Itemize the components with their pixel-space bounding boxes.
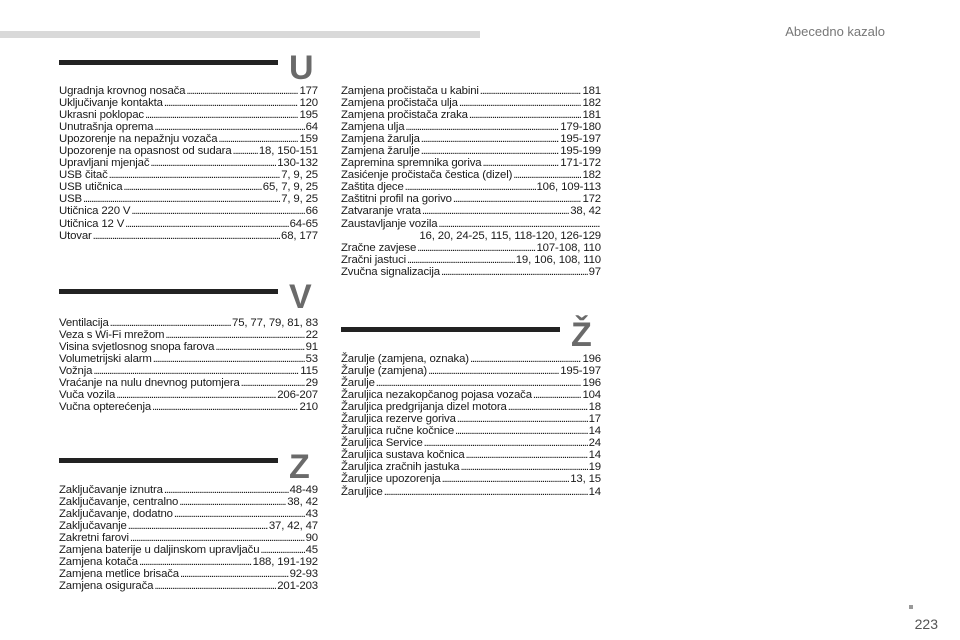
leader-dots: [428, 365, 559, 377]
index-entry-term: Zamjena pročistača zraka: [341, 109, 468, 122]
index-entry-term: Zapremina spremnika goriva: [341, 157, 482, 170]
index-entry-term: Zaustavljanje vozila: [341, 217, 438, 230]
index-entry: [59, 341, 318, 353]
section-letter-zh: Ž: [571, 316, 592, 354]
index-entry-term: Zaštitni profil na gorivo: [341, 193, 452, 206]
index-entry-term: Žaruljica zračnih jastuka: [341, 461, 460, 474]
index-entry: [59, 389, 318, 401]
index-entry: [341, 413, 601, 425]
index-entry-term: Zaštita djece: [341, 181, 404, 194]
index-entry-term: Zračni jastuci: [341, 253, 406, 266]
index-entry-term: Zamjena pročistača ulja: [341, 97, 458, 110]
leader-dots: [174, 508, 305, 520]
index-entry-term: Zaključavanje, centralno: [59, 496, 179, 509]
index-entry: [59, 377, 318, 389]
index-entry: [341, 109, 601, 121]
index-entry-term: Upravljani mjenjač: [59, 157, 150, 170]
index-entry-term: Zračne zavjese: [341, 241, 417, 254]
index-entry-pages: 182: [582, 97, 601, 110]
index-entry: [341, 242, 601, 254]
leader-dots: [513, 169, 581, 181]
section-divider-zh: [341, 327, 560, 332]
index-entry: [59, 109, 318, 121]
index-list-z: [59, 484, 318, 592]
leader-dots: [417, 242, 535, 254]
index-entry-pages: 17: [588, 413, 601, 426]
index-entry-pages: 19, 106, 108, 110: [515, 253, 601, 266]
leader-dots: [438, 218, 600, 230]
index-entry-term: Žarulje: [341, 377, 375, 390]
index-entry-pages: 104: [582, 389, 601, 402]
index-entry: [59, 97, 318, 109]
index-entry-pages: 37, 42, 47: [268, 520, 318, 533]
index-entry: [341, 425, 601, 437]
leader-dots: [139, 556, 252, 568]
leader-dots: [83, 193, 280, 205]
index-entry: [341, 437, 601, 449]
index-entry-term: Žaruljica predgrijanja dizel motora: [341, 401, 507, 414]
leader-dots: [164, 97, 299, 109]
index-entry-term: Vuča vozila: [59, 389, 116, 402]
index-entry-pages: 68, 177: [281, 229, 318, 242]
index-entry: [59, 205, 318, 217]
index-entry-term: Ugradnja krovnog nosača: [59, 85, 186, 97]
index-entry: [59, 133, 318, 145]
index-entry-term: Vožnja: [59, 365, 93, 378]
index-entry: [59, 365, 318, 377]
index-entry-pages: 92-93: [289, 568, 318, 581]
index-entry: [341, 97, 601, 109]
page-marker: [909, 605, 913, 609]
leader-dots: [154, 121, 304, 133]
leader-dots: [150, 157, 276, 169]
index-entry-term: Žaruljice: [341, 485, 383, 498]
index-entry: [59, 121, 318, 133]
index-entry-pages: 195: [299, 109, 318, 122]
leader-dots: [421, 133, 559, 145]
index-entry-term: Zatvaranje vrata: [341, 205, 421, 218]
index-entry-pages: 53: [305, 353, 318, 366]
index-entry-term: Zaključavanje iznutra: [59, 484, 163, 496]
index-entry: [341, 353, 601, 365]
index-entry-pages: 16, 20, 24-25, 115, 118-120, 126-129: [419, 229, 601, 242]
index-entry: [59, 193, 318, 205]
section-divider-v: [59, 289, 278, 294]
leader-dots: [186, 85, 298, 97]
index-entry: [341, 461, 601, 473]
index-entry: [341, 377, 601, 389]
index-entry-pages: 7, 9, 25: [281, 169, 318, 182]
index-entry-term: USB utičnica: [59, 181, 123, 194]
index-entry-pages: 22: [305, 329, 318, 342]
index-list-v: [59, 317, 318, 413]
index-entry-term: Upozorenje na opasnost od sudara: [59, 145, 232, 158]
index-entry-term: Žaruljica ručne kočnice: [341, 425, 455, 438]
index-entry: [59, 544, 318, 556]
leader-dots: [116, 389, 276, 401]
leader-dots: [469, 109, 582, 121]
leader-dots: [165, 329, 304, 341]
index-entry-term: Zamjena osigurača: [59, 580, 154, 593]
leader-dots: [421, 145, 559, 157]
leader-dots: [125, 218, 288, 230]
leader-dots: [457, 413, 588, 425]
section-letter-v: V: [289, 278, 312, 316]
index-list-u-continued: [341, 85, 601, 278]
index-entry-term: Utičnica 220 V: [59, 205, 131, 218]
index-entry: [341, 205, 601, 217]
leader-dots: [405, 181, 536, 193]
index-entry-pages: 14: [588, 485, 601, 498]
index-entry-term: Zamjena pročistača u kabini: [341, 85, 479, 97]
leader-dots: [422, 205, 569, 217]
leader-dots: [93, 230, 280, 242]
leader-dots: [128, 520, 268, 532]
index-entry-term: Ventilacija: [59, 317, 109, 329]
leader-dots: [470, 353, 582, 365]
index-entry-term: Veza s Wi-Fi mrežom: [59, 329, 165, 342]
index-entry: [59, 484, 318, 496]
index-entry-term: Zamjena kotača: [59, 556, 138, 569]
index-entry-pages: 91: [305, 341, 318, 354]
index-entry-term: Unutrašnja oprema: [59, 121, 154, 134]
leader-dots: [459, 97, 582, 109]
index-entry-pages: 65, 7, 9, 25: [262, 181, 318, 194]
index-entry-term: Zaključavanje, dodatno: [59, 508, 173, 521]
page-number: 223: [914, 616, 938, 632]
index-entry: [341, 133, 601, 145]
section-letter-u: U: [289, 49, 314, 87]
index-entry: [341, 449, 601, 461]
index-entry-term: Žarulje (zamjena): [341, 365, 428, 378]
index-entry-pages: 7, 9, 25: [281, 193, 318, 206]
index-entry: [59, 169, 318, 181]
index-entry-pages: 38, 42: [287, 496, 318, 509]
index-entry: [59, 218, 318, 230]
index-entry: [59, 145, 318, 157]
leader-dots: [218, 133, 298, 145]
index-entry-pages: 106, 109-113: [536, 181, 601, 194]
index-entry-term: Visina svjetlosnog snopa farova: [59, 341, 215, 354]
index-entry: [341, 193, 601, 205]
index-entry-pages: 196: [582, 377, 601, 390]
leader-dots: [442, 473, 570, 485]
index-entry: [59, 85, 318, 97]
index-entry: [341, 401, 601, 413]
index-entry: [59, 556, 318, 568]
leader-dots: [455, 425, 588, 437]
index-entry-term: Volumetrijski alarm: [59, 353, 152, 366]
leader-dots: [130, 532, 305, 544]
index-entry-term: Zamjena ulja: [341, 121, 405, 134]
index-entry-pages: 19: [588, 461, 601, 474]
index-entry-pages: 130-132: [277, 157, 318, 170]
leader-dots: [123, 181, 261, 193]
index-entry-term: Utovar: [59, 229, 92, 242]
index-entry-pages: 181: [582, 85, 601, 97]
index-entry: [59, 508, 318, 520]
index-entry-term: Žaruljica sustava kočnica: [341, 449, 465, 462]
index-entry-pages: 14: [588, 449, 601, 462]
index-entry: [59, 353, 318, 365]
index-entry-pages: 159: [299, 133, 318, 146]
leader-dots: [405, 121, 559, 133]
index-entry-pages: 18: [588, 401, 601, 414]
index-entry: [59, 329, 318, 341]
section-divider-u: [59, 60, 278, 65]
section-divider-z: [59, 458, 278, 463]
index-entry: [341, 218, 601, 242]
index-entry: [59, 520, 318, 532]
index-entry: [341, 169, 601, 181]
index-entry-term: Žaruljica Service: [341, 437, 423, 450]
index-entry-term: Žaruljica nezakopčanog pojasa vozača: [341, 389, 532, 402]
leader-dots: [241, 377, 305, 389]
index-entry: [59, 230, 318, 242]
index-entry-pages: 66: [305, 205, 318, 218]
header-bar: [0, 31, 480, 38]
index-entry-pages: 201-203: [277, 580, 318, 593]
index-entry-pages: 97: [588, 265, 601, 278]
index-entry: [59, 181, 318, 193]
index-entry-pages: 206-207: [277, 389, 318, 402]
index-entry-pages: 75, 77, 79, 81, 83: [232, 317, 318, 329]
index-entry-pages: 120: [299, 97, 318, 110]
leader-dots: [110, 317, 231, 329]
leader-dots: [424, 437, 588, 449]
index-entry-term: Upozorenje na nepažnju vozača: [59, 133, 218, 146]
index-entry: [59, 401, 318, 413]
leader-dots: [384, 486, 588, 498]
section-letter-z: Z: [289, 448, 310, 486]
leader-dots: [152, 401, 298, 413]
index-entry-pages: 115: [300, 365, 318, 378]
index-entry-term: Zamjena baterije u daljinskom upravljaču: [59, 544, 260, 557]
leader-dots: [145, 109, 298, 121]
leader-dots: [109, 169, 281, 181]
index-entry-term: Vraćanje na nulu dnevnog putomjera: [59, 377, 240, 390]
index-entry-pages: 188, 191-192: [252, 556, 318, 569]
index-entry-pages: 64-65: [289, 217, 318, 230]
index-entry: [59, 496, 318, 508]
index-entry-pages: 43: [305, 508, 318, 521]
leader-dots: [508, 401, 588, 413]
index-entry-pages: 177: [299, 85, 318, 97]
index-entry-term: Žarulje (zamjena, oznaka): [341, 353, 469, 365]
index-entry-pages: 18, 150-151: [258, 145, 318, 158]
index-entry-pages: 107-108, 110: [536, 241, 601, 254]
index-entry-pages: 13, 15: [570, 473, 601, 486]
index-entry-term: Žaruljica rezerve goriva: [341, 413, 456, 426]
index-entry-term: Zasićenje pročistača čestica (dizel): [341, 169, 513, 182]
index-entry-term: Ukrasni poklopac: [59, 109, 144, 122]
index-entry-pages: 172: [582, 193, 601, 206]
page-header-title: Abecedno kazalo: [785, 24, 885, 39]
index-entry: [59, 568, 318, 580]
index-entry-term: Žaruljice upozorenja: [341, 473, 441, 486]
index-entry-pages: 48-49: [289, 484, 318, 496]
index-entry-pages: 195-197: [560, 133, 601, 146]
leader-dots: [376, 377, 582, 389]
index-entry: [341, 266, 601, 278]
index-entry: [59, 317, 318, 329]
index-list-u: [59, 85, 318, 242]
index-entry-term: Zamjena žarulja: [341, 133, 420, 146]
index-entry-pages: 38, 42: [570, 205, 601, 218]
index-entry-pages: 179-180: [560, 121, 601, 134]
index-entry-pages: 171-172: [560, 157, 601, 170]
leader-dots: [407, 254, 515, 266]
index-entry-pages: 29: [305, 377, 318, 390]
leader-dots: [93, 365, 299, 377]
index-entry-term: Utičnica 12 V: [59, 217, 125, 230]
leader-dots: [460, 461, 587, 473]
index-entry-pages: 210: [299, 401, 318, 414]
index-entry-pages: 196: [582, 353, 601, 365]
index-entry-term: Zvučna signalizacija: [341, 265, 440, 278]
index-entry: [341, 486, 601, 498]
leader-dots: [179, 496, 286, 508]
index-entry-pages: 182: [582, 169, 601, 182]
index-entry-pages: 195-197: [560, 365, 601, 378]
index-entry-term: Zamjena metlice brisača: [59, 568, 179, 581]
index-entry: [59, 580, 318, 592]
index-entry: [341, 181, 601, 193]
index-entry: [59, 532, 318, 544]
index-entry: [341, 473, 601, 485]
leader-dots: [215, 341, 304, 353]
index-entry-pages: 14: [588, 425, 601, 438]
index-entry-term: USB: [59, 193, 82, 206]
index-entry-term: Zakretni farovi: [59, 532, 129, 545]
index-entry-pages: 195-199: [560, 145, 601, 158]
leader-dots: [466, 449, 588, 461]
index-entry-term: Uključivanje kontakta: [59, 97, 163, 110]
index-entry-pages: 181: [582, 109, 601, 122]
leader-dots: [154, 580, 276, 592]
index-entry: [341, 157, 601, 169]
index-entry-pages: 45: [305, 544, 318, 557]
index-entry: [341, 145, 601, 157]
index-entry: [341, 389, 601, 401]
index-entry: [59, 157, 318, 169]
index-entry: [341, 254, 601, 266]
leader-dots: [180, 568, 289, 580]
leader-dots: [441, 266, 588, 278]
leader-dots: [482, 157, 559, 169]
index-entry-pages: 24: [588, 437, 601, 450]
index-entry-term: Zaključavanje: [59, 520, 127, 533]
index-entry: [341, 121, 601, 133]
leader-dots: [533, 389, 582, 401]
leader-dots: [233, 145, 258, 157]
leader-dots: [260, 544, 304, 556]
index-entry-term: USB čitač: [59, 169, 108, 182]
leader-dots: [153, 353, 305, 365]
leader-dots: [453, 193, 582, 205]
index-entry: [341, 85, 601, 97]
index-entry: [341, 365, 601, 377]
leader-dots: [131, 205, 304, 217]
index-entry-pages: 64: [305, 121, 318, 134]
index-entry-pages: 90: [305, 532, 318, 545]
leader-dots: [164, 484, 289, 496]
leader-dots: [480, 85, 582, 97]
index-entry-term: Vučna opterećenja: [59, 401, 152, 414]
index-entry-term: Zamjena žarulje: [341, 145, 420, 158]
index-list-zh: [341, 353, 601, 498]
